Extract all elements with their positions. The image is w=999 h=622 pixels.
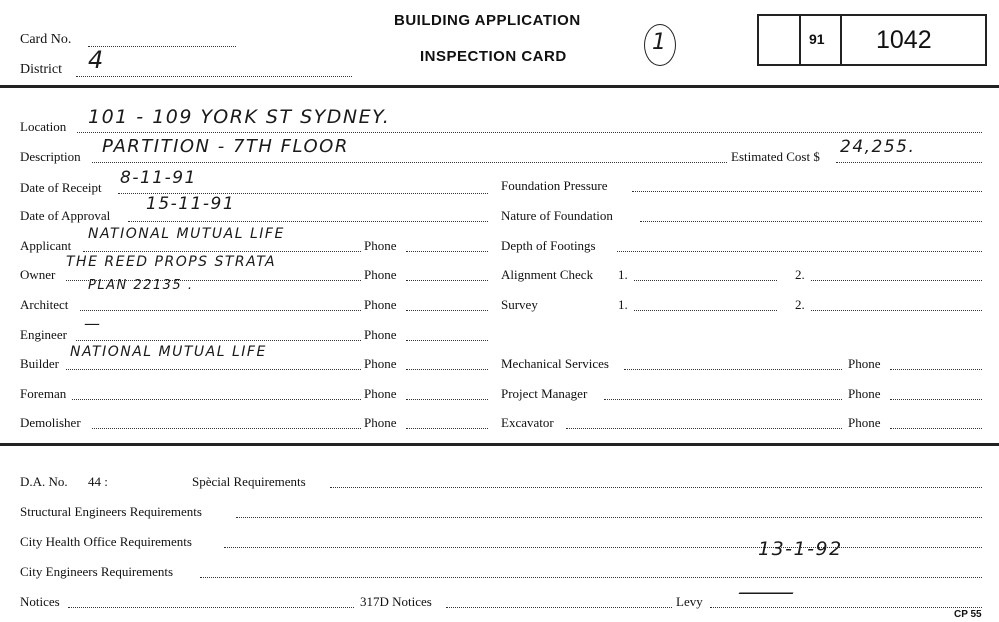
mechanical-phone-label: Phone [848, 356, 881, 371]
approval-value: 15-11-91 [146, 194, 236, 214]
engineer-phone-label: Phone [364, 327, 397, 342]
description-value: PARTITION - 7TH FLOOR [102, 136, 349, 157]
alignment-1-label: 1. [618, 267, 628, 282]
excavator-label: Excavator [501, 415, 554, 430]
estimated-cost-field[interactable] [836, 162, 982, 163]
special-requirements-label: Spècial Requirements [192, 474, 306, 489]
description-label: Description [20, 149, 81, 164]
location-value: 101 - 109 YORK ST SYDNEY. [88, 106, 391, 128]
district-value: 4 [88, 46, 105, 74]
estimated-cost-label: Estimated Cost $ [731, 149, 820, 164]
project-manager-label: Project Manager [501, 386, 588, 401]
engineer-field[interactable] [76, 340, 361, 341]
builder-field[interactable] [66, 369, 361, 370]
box-divider-2 [840, 14, 842, 66]
location-label: Location [20, 119, 67, 134]
builder-phone-label: Phone [364, 356, 397, 371]
location-field[interactable] [77, 132, 982, 133]
da-no-label: D.A. No. [20, 474, 68, 489]
health-requirements-label: City Health Office Requirements [20, 534, 192, 549]
excavator-phone-label: Phone [848, 415, 881, 430]
form-title-line1: BUILDING APPLICATION [394, 12, 581, 29]
district-field[interactable] [76, 76, 352, 77]
notices-317d-field[interactable] [446, 607, 672, 608]
project-manager-field[interactable] [604, 399, 842, 400]
engineer-value: — [84, 314, 102, 333]
handwritten-date: 13-1-92 [758, 538, 843, 560]
city-engineers-field[interactable] [200, 577, 982, 578]
nature-foundation-field[interactable] [640, 221, 982, 222]
box-prefix: 91 [809, 31, 825, 47]
survey-2-label: 2. [795, 297, 805, 312]
demolisher-field[interactable] [92, 428, 361, 429]
special-requirements-field[interactable] [330, 487, 982, 488]
levy-label: Levy [676, 594, 703, 609]
excavator-phone-field[interactable] [890, 428, 982, 429]
middle-rule [0, 443, 999, 446]
approval-label: Date of Approval [20, 208, 111, 223]
architect-field[interactable] [80, 310, 361, 311]
receipt-label: Date of Receipt [20, 180, 102, 195]
foundation-pressure-field[interactable] [632, 191, 982, 192]
survey-2-field[interactable] [811, 310, 982, 311]
circled-number: 1 [652, 30, 668, 55]
estimated-cost-value: 24,255. [840, 137, 916, 157]
depth-footings-field[interactable] [617, 251, 982, 252]
owner-phone-field[interactable] [406, 280, 488, 281]
project-manager-phone-field[interactable] [890, 399, 982, 400]
applicant-value: NATIONAL MUTUAL LIFE [88, 226, 285, 242]
health-requirements-field[interactable] [224, 547, 982, 548]
levy-value: — [736, 580, 801, 604]
mechanical-label: Mechanical Services [501, 356, 609, 371]
levy-field[interactable] [710, 607, 982, 608]
alignment-2-field[interactable] [811, 280, 982, 281]
foreman-label: Foreman [20, 386, 67, 401]
applicant-field[interactable] [83, 251, 361, 252]
builder-phone-field[interactable] [406, 369, 488, 370]
alignment-1-field[interactable] [634, 280, 777, 281]
owner-label: Owner [20, 267, 56, 282]
architect-phone-field[interactable] [406, 310, 488, 311]
notices-label: Notices [20, 594, 60, 609]
survey-1-field[interactable] [634, 310, 777, 311]
depth-footings-label: Depth of Footings [501, 238, 596, 253]
engineer-label: Engineer [20, 327, 67, 342]
da-no-value: 44 : [88, 474, 108, 489]
notices-317d-label: 317D Notices [360, 594, 432, 609]
survey-1-label: 1. [618, 297, 628, 312]
foreman-phone-field[interactable] [406, 399, 488, 400]
header-rule [0, 85, 999, 88]
demolisher-phone-field[interactable] [406, 428, 488, 429]
receipt-value: 8-11-91 [120, 168, 197, 188]
box-number: 1042 [876, 26, 932, 54]
foreman-phone-label: Phone [364, 386, 397, 401]
structural-requirements-label: Structural Engineers Requirements [20, 504, 202, 519]
card-no-label: Card No. [20, 32, 72, 47]
approval-field[interactable] [128, 221, 488, 222]
foreman-field[interactable] [72, 399, 361, 400]
survey-label: Survey [501, 297, 538, 312]
district-label: District [20, 62, 62, 77]
applicant-phone-field[interactable] [406, 251, 488, 252]
demolisher-phone-label: Phone [364, 415, 397, 430]
mechanical-phone-field[interactable] [890, 369, 982, 370]
alignment-2-label: 2. [795, 267, 805, 282]
nature-foundation-label: Nature of Foundation [501, 208, 613, 223]
card-no-field[interactable] [88, 46, 236, 47]
applicant-label: Applicant [20, 238, 72, 253]
mechanical-field[interactable] [624, 369, 842, 370]
demolisher-label: Demolisher [20, 415, 81, 430]
form-title-line2: INSPECTION CARD [420, 48, 567, 65]
owner-phone-label: Phone [364, 267, 397, 282]
description-field[interactable] [92, 162, 727, 163]
architect-phone-label: Phone [364, 297, 397, 312]
excavator-field[interactable] [566, 428, 842, 429]
city-engineers-label: City Engineers Requirements [20, 564, 174, 579]
foundation-pressure-label: Foundation Pressure [501, 178, 608, 193]
box-divider-1 [799, 14, 801, 66]
notices-field[interactable] [68, 607, 354, 608]
applicant-phone-label: Phone [364, 238, 397, 253]
owner-value: THE REED PROPS STRATA [66, 254, 277, 270]
card-number-box [757, 14, 987, 66]
owner-value-line2: PLAN 22135 . [88, 278, 194, 293]
project-manager-phone-label: Phone [848, 386, 881, 401]
engineer-phone-field[interactable] [406, 340, 488, 341]
alignment-label: Alignment Check [501, 267, 594, 282]
builder-value: NATIONAL MUTUAL LIFE [70, 344, 267, 360]
architect-label: Architect [20, 297, 69, 312]
form-code: CP 55 [954, 609, 982, 620]
builder-label: Builder [20, 356, 59, 371]
structural-requirements-field[interactable] [236, 517, 982, 518]
